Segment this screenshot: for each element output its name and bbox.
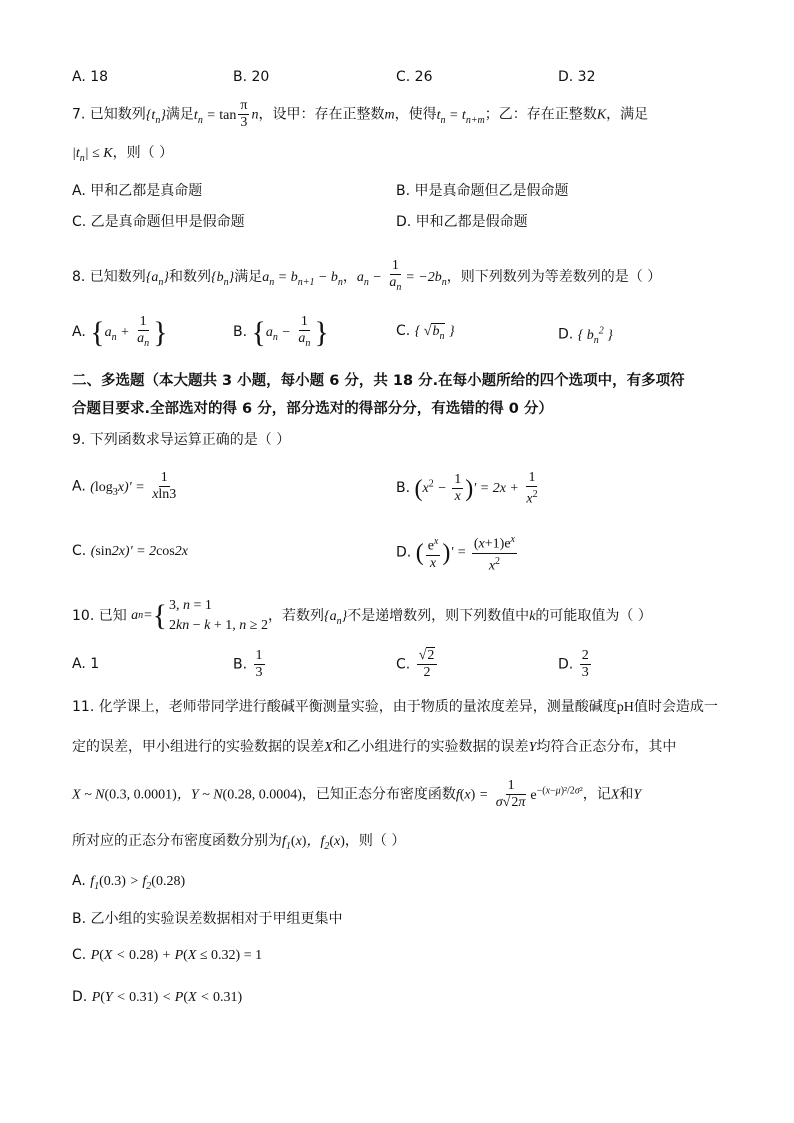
q10-option-b[interactable]: B. $\frac{1}{3}$ <box>233 648 263 680</box>
q8-option-d[interactable]: D. { $b_n^2$ } <box>558 325 613 346</box>
q6-option-d[interactable]: D. 32 <box>558 69 596 85</box>
q11-stem-line1: 11. 化学课上，老师带同学进行酸碱平衡测量实验，由于物质的量浓度差异，测量酸碱度pH值时会造成一 <box>72 699 718 715</box>
q9-option-d[interactable]: D. ( $\frac{e^x}{x}$ )′ = $\frac{(x+1)e^x}{x^2}$ <box>396 534 515 574</box>
q11-option-b[interactable]: B. 乙小组的实验误差数据相对于甲组更集中 <box>72 911 343 927</box>
section-heading-line2: 合题目要求.全部选对的得 6 分，部分选对的得部分分，有选错的得 0 分） <box>72 401 553 417</box>
q6-option-a[interactable]: A. 18 <box>72 69 109 85</box>
q7-option-c[interactable]: C. 乙是真命题但甲是假命题 <box>72 214 245 230</box>
q10-option-c[interactable]: C. $\frac{√2}{2}$ <box>396 648 439 681</box>
q11-stem-line3: X ~ N(0.3, 0.0001)，Y ~ N(0.28, 0.0004)，已知正态分布密度函数f(x) = $\frac{1}{\sigma√2\pi}$ $e^{-(x-\mu)^2/2\sigma^2}$，记X和Y <box>72 778 642 811</box>
q10-stem: 10. 已知 a n = { 3, n = 1 2kn − k + 1, n ≥ 2 ，若数列$\{a_n\}$不是递增数列，则下列数值中k的可能取值为（ ） <box>72 598 652 633</box>
q10-option-a[interactable]: A. 1 <box>72 656 100 672</box>
q9-option-c[interactable]: C. (sin2x)′ = 2cos2x <box>72 543 188 559</box>
q11-option-a[interactable]: A. $f_1(0.3) > f_2(0.28)$ <box>72 873 186 892</box>
q11-stem-line4: 所对应的正态分布密度函数分别为$f_1(x)$，$f_2(x)$，则（ ） <box>72 833 406 852</box>
q7-stem-line2: $|t_n| \le K$，则（ ） <box>72 145 174 164</box>
q8-option-a[interactable]: A. {$a_n$ + $\frac{1}{a_n}$ } <box>72 314 168 349</box>
q9-stem: 9. 下列函数求导运算正确的是（ ） <box>72 432 291 448</box>
q9-option-a[interactable]: A. $(\log_3x)'$ = $\frac{1}{xln3}$ <box>72 470 177 502</box>
q11-option-c[interactable]: C. P(X < 0.28) + P(X ≤ 0.32) = 1 <box>72 947 263 963</box>
q6-option-b[interactable]: B. 20 <box>233 69 270 85</box>
q7-option-b[interactable]: B. 甲是真命题但乙是假命题 <box>396 183 569 199</box>
q9-option-b[interactable]: B. ($x^2$ − $\frac{1}{x}$ )′ = 2x + $\frac{1}{x^2}$ <box>396 470 538 507</box>
q11-stem-line2: 定的误差，甲小组进行的实验数据的误差X和乙小组进行的实验数据的误差Y均符合正态分布，其中 <box>72 739 677 755</box>
q6-option-c[interactable]: C. 26 <box>396 69 433 85</box>
q8-option-b[interactable]: B. {$a_n$ − $\frac{1}{a_n}$ } <box>233 314 329 349</box>
section-heading-line1: 二、多选题（本大题共 3 小题，每小题 6 分，共 18 分.在每小题所给的四个选项中，有多项符 <box>72 373 685 389</box>
q8-stem: 8. 已知数列$\{a_n\}$和数列$\{b_n\}$满足$a_n = b_{n+1} - b_n$，$a_n$ − $\frac{1}{a_n}$ = $-2b_n$，则下列数列为等差数列的是（ ） <box>72 258 662 293</box>
q10-option-d[interactable]: D. $\frac{2}{3}$ <box>558 648 589 680</box>
q7-option-d[interactable]: D. 甲和乙都是假命题 <box>396 214 528 230</box>
q8-option-c[interactable]: C. { $√b_n$ } <box>396 323 455 342</box>
q11-option-d[interactable]: D. P(Y < 0.31) < P(X < 0.31) <box>72 989 243 1005</box>
q7-stem-line1: 7. 已知数列$\{t_n\}$满足$t_n = \tan$ $\frac{\pi}{3}$ n，设甲：存在正整数m，使得$t_n = t_{n+m}$；乙：存在正整数K，满足 <box>72 98 649 130</box>
q7-option-a[interactable]: A. 甲和乙都是真命题 <box>72 183 203 199</box>
